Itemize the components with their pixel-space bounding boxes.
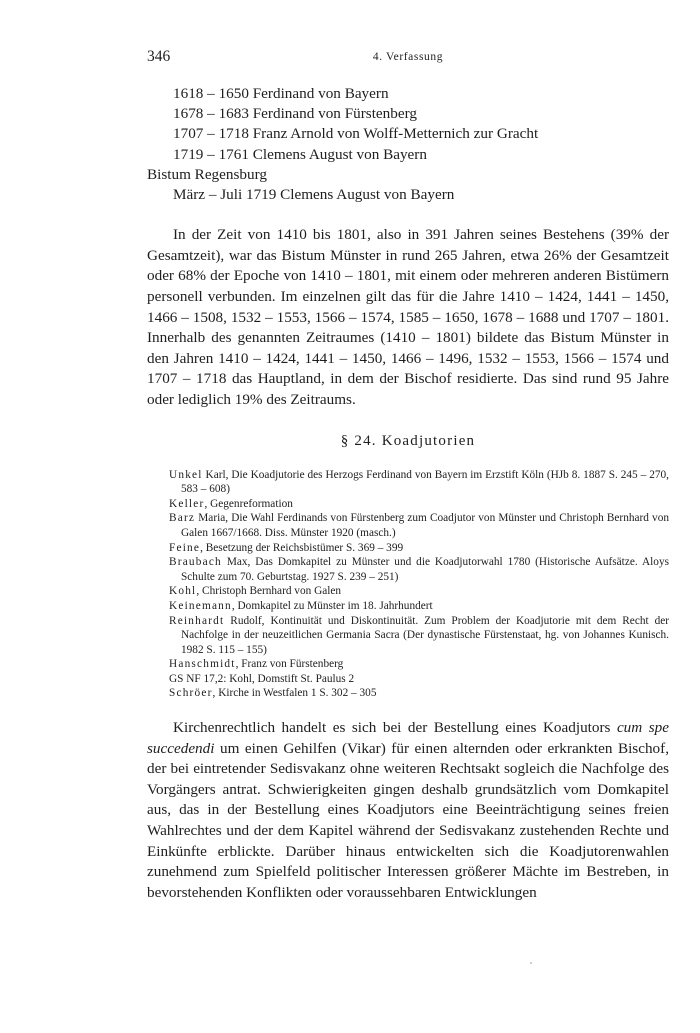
bib-author: Schröer bbox=[169, 687, 213, 700]
bib-author: Barz bbox=[169, 512, 196, 525]
list-item: 1678 – 1683 Ferdinand von Fürstenberg bbox=[173, 105, 417, 123]
bibliography-entry bbox=[169, 541, 669, 556]
diocese-heading: Bistum Regensburg bbox=[147, 165, 267, 183]
bib-text: Maria, Die Wahl Ferdinands von Fürstenberg zum Coadjutor von Münster und Christoph Bernhard von Galen 1667/1668. Diss. Münster 1920 (masch.) bbox=[181, 512, 669, 539]
bibliography-entry bbox=[169, 672, 669, 687]
bibliography-entry bbox=[169, 686, 669, 701]
bib-author: Hanschmidt bbox=[169, 658, 236, 671]
bib-text: , Kirche in Westfalen 1 S. 302 – 305 bbox=[212, 687, 377, 700]
list-item: März – Juli 1719 Clemens August von Bayern bbox=[173, 186, 455, 204]
bib-text: , Besetzung der Reichsbistümer S. 369 – 399 bbox=[200, 541, 404, 554]
bibliography-entry bbox=[169, 511, 669, 540]
running-section-title: 4. Verfassung bbox=[372, 51, 444, 63]
bib-text: , Franz von Fürstenberg bbox=[235, 658, 344, 671]
bishops-list bbox=[147, 84, 669, 205]
book-page bbox=[147, 48, 669, 903]
bib-text: Max, Das Domkapitel zu Münster und die Koadjutorwahl 1780 (Historische Aufsätze. Aloys Schulte zum 70. Geburtstag. 1927 S. 239 – 251) bbox=[181, 556, 669, 583]
bibliography-entry bbox=[169, 614, 669, 658]
bib-author: Feine bbox=[169, 541, 201, 554]
paragraph-koadjutor bbox=[147, 718, 669, 903]
bib-text: , Gegenreformation bbox=[204, 497, 293, 510]
bib-author: Keller bbox=[169, 497, 205, 510]
list-item: 1618 – 1650 Ferdinand von Bayern bbox=[173, 85, 389, 102]
bib-text: , Domkapitel zu Münster im 18. Jahrhundert bbox=[231, 599, 433, 612]
bibliography bbox=[147, 468, 669, 702]
bibliography-entry bbox=[169, 555, 669, 584]
section-title: § 24. Koadjutorien bbox=[340, 432, 476, 449]
bibliography-entry bbox=[169, 468, 669, 497]
bib-author: Braubach bbox=[169, 556, 222, 569]
paragraph-bistum-statistics: In der Zeit von 1410 bis 1801, also in 391 Jahren seines Bestehens (39% der Gesamtzeit), war das Bistum Münster in rund 265 Jahren, etwa 26% der Gesamtzeit oder 68% der Epoche von 1410 – 1801, mit einem oder mehreren anderen Bistümern personell verbunden. Im einzelnen gilt das für die Jahre 1410 – 1424, 1441 – 1450, 1466 – 1508, 1532 – 1553, 1566 – 1574, 1585 – 1650, 1678 – 1688 und 1707 – 1801. Innerhalb des genannten Zeitraumes (1410 – 1801) bildete das Bistum Münster in den Jahren 1410 – 1424, 1441 – 1450, 1466 – 1496, 1532 – 1553, 1566 – 1574 und 1707 – 1718 das Hauptland, in dem der Bischof residierte. Das sind rund 95 Jahre oder lediglich 19% des Zeitraums. bbox=[147, 226, 669, 408]
page-speck bbox=[530, 962, 532, 964]
paragraph-text: Kirchenrechtlich handelt es sich bei der Bestellung eines Koadjutors bbox=[173, 719, 617, 737]
bib-text: Rudolf, Kontinuität und Diskontinuität. Zum Problem der Koadjutorie mit dem Recht der Nachfolge in der neuzeitlichen Germania Sacra (Der dynastische Fürstenstaat, hg. von Johannes Kunisch. 1982 S. 115 – 155) bbox=[181, 614, 669, 656]
running-head bbox=[147, 48, 669, 72]
bib-author: Unkel bbox=[169, 468, 203, 481]
bib-author: Reinhardt bbox=[169, 614, 225, 627]
list-item: 1707 – 1718 Franz Arnold von Wolff-Metternich zur Gracht bbox=[173, 125, 539, 143]
latin-term: cum spe succedendi bbox=[147, 719, 669, 757]
bibliography-entry bbox=[169, 584, 669, 599]
bibliography-entry bbox=[169, 497, 669, 512]
bib-text: Karl, Die Koadjutorie des Herzogs Ferdinand von Bayern im Erzstift Köln (HJb 8. 1887 S. 245 – 270, 583 – 608) bbox=[181, 468, 669, 496]
bib-author: GS NF 17,2: Kohl bbox=[169, 672, 252, 685]
bib-text: , Domstift St. Paulus 2 bbox=[251, 672, 355, 685]
bib-author: Kohl bbox=[169, 585, 197, 598]
bibliography-entry bbox=[169, 657, 669, 672]
bib-author: Keinemann bbox=[169, 599, 232, 612]
list-item: 1719 – 1761 Clemens August von Bayern bbox=[173, 145, 427, 163]
bib-text: , Christoph Bernhard von Galen bbox=[196, 585, 342, 598]
paragraph-text: um einen Gehilfen (Vikar) für einen alternden oder erkrankten Bischof, der bei eintretender Sedisvakanz ohne weiteren Rechtsakt sogleich die Nachfolge des Vorgängers antrat. Schwierigkeiten gingen deshalb grundsätzlich vom Domkapitel aus, das in der Bestellung eines Koadjutors eine Beeinträchtigung seines freien Wahlrechtes und der dem Kapitel während der Sedisvakanz zustehenden Rechte und Einkünfte erblickte. Darüber hinaus entwickelten sich die Koadjutorenwahlen zunehmend zum Spielfeld politischer Interessen größerer Mächte im Bestreben, in bevorstehenden Konflikten oder voraussehbaren Entwicklungen bbox=[147, 739, 669, 901]
bibliography-entry bbox=[169, 599, 669, 614]
page-number: 346 bbox=[147, 48, 171, 65]
